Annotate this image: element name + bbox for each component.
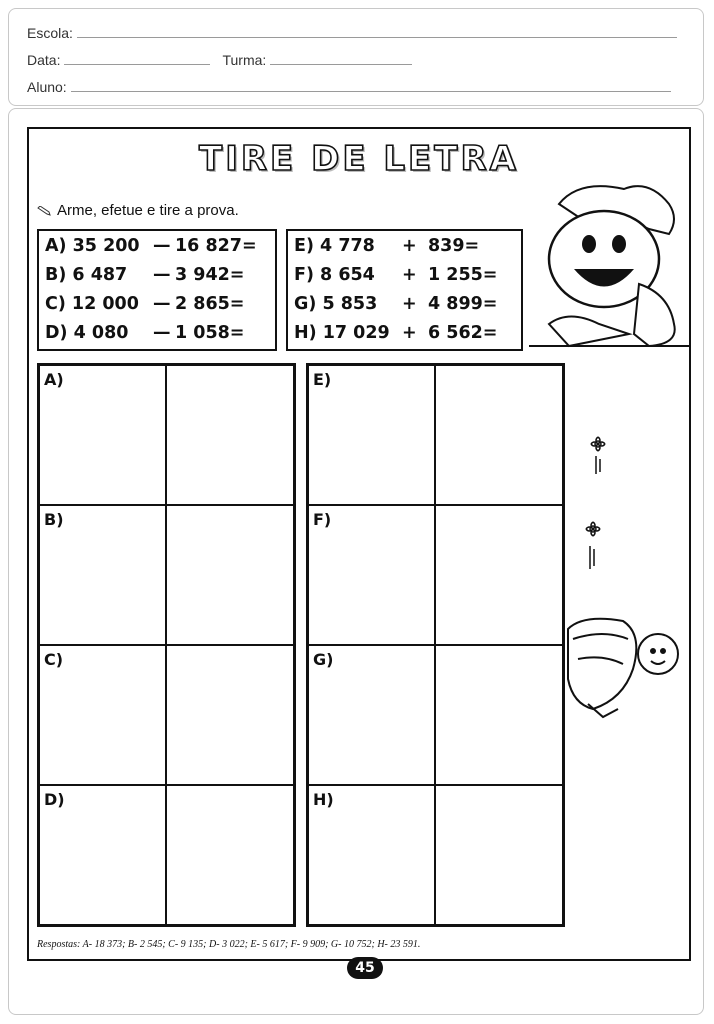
aluno-label: Aluno: (27, 79, 67, 95)
problem-a-first: A) 35 200 (45, 236, 140, 256)
data-row (27, 52, 412, 68)
answer-label-g: G) (313, 650, 334, 669)
proof-cell-d[interactable] (166, 785, 294, 925)
problem-h-second: 6 562= (428, 323, 498, 343)
problem-d (45, 318, 244, 348)
escola-field[interactable] (77, 36, 677, 38)
answers-footnote: Respostas: A- 18 373; B- 2 545; C- 9 135; D- 3 022; E- 5 617; F- 9 909; G- 10 752; H- 23 591. (37, 939, 421, 950)
problem-h (294, 318, 497, 348)
addition-problems-box (286, 229, 523, 351)
problem-f (294, 260, 497, 290)
escola-row (27, 25, 677, 41)
turma-field[interactable] (270, 63, 412, 65)
problem-g-first: G) 5 853 (294, 294, 378, 314)
problem-a-second: 16 827= (175, 236, 257, 256)
problem-g-second: 4 899= (428, 294, 498, 314)
problem-b-op: — (153, 265, 171, 285)
proof-cell-h[interactable] (435, 785, 563, 925)
problem-f-op: + (402, 265, 417, 285)
worksheet-page (8, 108, 704, 1015)
problem-e (294, 231, 479, 261)
proof-cell-g[interactable] (435, 645, 563, 785)
answer-label-b: B) (44, 510, 64, 529)
problem-e-op: + (402, 236, 417, 256)
problem-g-op: + (402, 294, 417, 314)
answer-cell-g[interactable] (308, 645, 435, 785)
answer-label-d: D) (44, 790, 65, 809)
turma-label: Turma: (222, 52, 267, 68)
answer-label-c: C) (44, 650, 64, 669)
problem-b-first: B) 6 487 (45, 265, 128, 285)
flower-doodles (584, 434, 614, 574)
instruction (37, 202, 239, 219)
answer-cell-b[interactable] (39, 505, 166, 645)
answer-label-a: A) (44, 370, 64, 389)
answer-label-f: F) (313, 510, 332, 529)
answer-cell-h[interactable] (308, 785, 435, 925)
problem-d-second: 1 058= (175, 323, 245, 343)
pencil-icon (37, 206, 51, 216)
answer-cell-d[interactable] (39, 785, 166, 925)
problem-h-first: H) 17 029 (294, 323, 390, 343)
escola-label: Escola: (27, 25, 73, 41)
proof-cell-a[interactable] (166, 365, 294, 505)
problem-e-second: 839= (428, 236, 480, 256)
subtraction-problems-box (37, 229, 277, 351)
problem-a (45, 231, 257, 261)
problem-e-first: E) 4 778 (294, 236, 375, 256)
answer-cell-c[interactable] (39, 645, 166, 785)
answer-cell-a[interactable] (39, 365, 166, 505)
boy-illustration (529, 174, 689, 349)
problem-f-second: 1 255= (428, 265, 498, 285)
proof-cell-e[interactable] (435, 365, 563, 505)
worksheet-frame (27, 127, 691, 961)
problem-b (45, 260, 244, 290)
header-box (8, 8, 704, 106)
problem-c-op: — (153, 294, 171, 314)
problem-c (45, 289, 244, 319)
problem-h-op: + (402, 323, 417, 343)
data-field[interactable] (64, 63, 210, 65)
instruction-text: Arme, efetue e tire a prova. (57, 202, 239, 219)
answer-label-e: E) (313, 370, 332, 389)
problem-g (294, 289, 497, 319)
problem-a-op: — (153, 236, 171, 256)
answer-cell-f[interactable] (308, 505, 435, 645)
aluno-field[interactable] (71, 90, 671, 92)
problem-b-second: 3 942= (175, 265, 245, 285)
proof-cell-f[interactable] (435, 505, 563, 645)
answer-grid-left (37, 363, 296, 927)
problem-f-first: F) 8 654 (294, 265, 375, 285)
worksheet-title: TIRE DE LETRA (199, 139, 519, 179)
data-label: Data: (27, 52, 61, 68)
proof-cell-c[interactable] (166, 645, 294, 785)
answer-grid-right (306, 363, 565, 927)
aluno-row (27, 79, 671, 95)
problem-d-op: — (153, 323, 171, 343)
answer-label-h: H) (313, 790, 334, 809)
problem-c-second: 2 865= (175, 294, 245, 314)
proof-cell-b[interactable] (166, 505, 294, 645)
kid-illustration (563, 609, 688, 719)
problem-d-first: D) 4 080 (45, 323, 129, 343)
answer-cell-e[interactable] (308, 365, 435, 505)
page-number: 45 (347, 957, 383, 979)
problem-c-first: C) 12 000 (45, 294, 139, 314)
